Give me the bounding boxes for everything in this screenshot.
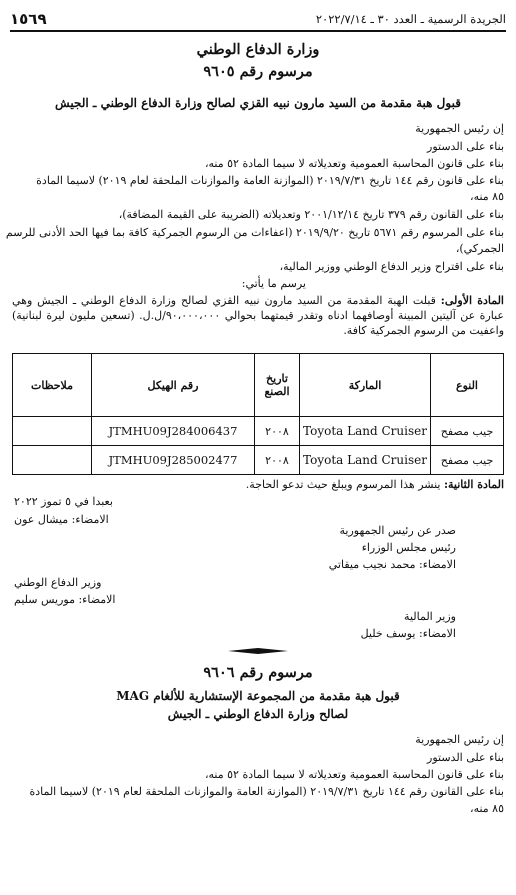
table-header-row: [13, 354, 504, 417]
place-date: بعبدا في ٥ تموز ٢٠٢٢: [14, 495, 113, 508]
article-2-text: ينشر هذا المرسوم ويبلغ حيث تدعو الحاجة.: [245, 478, 441, 491]
decree-line: بناء على القانون رقم ٣٧٩ تاريخ ٢٠٠١/١٢/١٤ وتعديلاته (الضريبة على القيمة المضافة)،: [118, 208, 504, 221]
decree-2-line: ٨٥ منه،: [470, 802, 504, 815]
decree-2-title: قبول هبة مقدمة من المجموعة الإستشارية للألغام MAG: [116, 689, 400, 703]
decree-line: بناء على اقتراح وزير الدفاع الوطني ووزير المالية،: [279, 260, 504, 273]
table-cell: ٢٠٠٨: [255, 417, 300, 446]
defense-title: وزير الدفاع الوطني: [14, 576, 102, 589]
article-2-label: المادة الثانية:: [443, 478, 504, 491]
decree-2-line: بناء على القانون رقم ١٤٤ تاريخ ٢٠١٩/٧/٣١ (الموازنة العامة والموازنات الملحقة لعام ٢٠١٩) لاسيما المادة: [29, 785, 504, 798]
decree-title: قبول هبة مقدمة من السيد مارون نبيه القزي لصالح وزارة الدفاع الوطني ـ الجيش: [55, 96, 461, 110]
signature-finance: الامضاء: يوسف خليل: [360, 627, 456, 640]
table-cell: ٢٠٠٨: [255, 446, 300, 475]
issued-by: صدر عن رئيس الجمهورية: [339, 524, 456, 537]
decree-line: يرسم ما يأتي:: [241, 277, 306, 290]
table-cell: [13, 417, 92, 446]
table-row: [13, 417, 504, 446]
pm-title: رئيس مجلس الوزراء: [361, 541, 456, 554]
decree-2-line: بناء على قانون المحاسبة العمومية وتعديلاته لا سيما المادة ٥٢ منه،: [204, 768, 504, 781]
finance-title: وزير المالية: [404, 610, 456, 623]
decree-line: بناء على قانون المحاسبة العمومية وتعديلاته لا سيما المادة ٥٢ منه،: [204, 157, 504, 170]
table-cell: جيب مصفح: [431, 446, 504, 475]
signature-pm: الامضاء: محمد نجيب ميقاتي: [328, 558, 456, 571]
col-header: تاريخ الصنع: [255, 354, 300, 417]
article-1-label: المادة الأولى:: [440, 294, 504, 307]
decree-line: بناء على الدستور: [427, 140, 504, 153]
article-1-text: قبلت الهبة المقدمة من السيد مارون نبيه القزي لصالح وزارة الدفاع الوطني ـ الجيش وهي عبارة عن آليتين المبينة أوصافهما ادناه وتقدر قيمتهما بحوالي ٩٠،٠٠٠،٠٠٠/ل.ل. (تسعين مليون ليرة لبنانية) واعفيت من الرسوم الجمركية كافة.: [12, 294, 504, 337]
decree-line: إن رئيس الجمهورية: [415, 122, 504, 135]
decree-line: الجمركي)،: [455, 242, 504, 255]
issue-info: الجريدة الرسمية ـ العدد ٣٠ ـ ٢٠٢٢/٧/١٤: [315, 12, 506, 26]
table-cell: [13, 446, 92, 475]
signature-president: الامضاء: ميشال عون: [14, 513, 109, 526]
table-cell: Toyota Land Cruiser: [300, 417, 431, 446]
decree-2-number: مرسوم رقم ٩٦٠٦: [203, 664, 313, 681]
col-header: رقم الهيكل: [92, 354, 255, 417]
vehicles-table: [12, 353, 504, 475]
col-header: ملاحظات: [13, 354, 92, 417]
page-number: ١٥٦٩: [10, 10, 47, 28]
decree-number: مرسوم رقم ٩٦٠٥: [203, 63, 313, 80]
article-2: [246, 478, 504, 491]
table-row: [13, 446, 504, 475]
decree-line: بناء على قانون رقم ١٤٤ تاريخ ٢٠١٩/٧/٣١ (الموازنة العامة والموازنات الملحقة لعام ٢٠١٩) لاسيما المادة: [36, 174, 504, 187]
page-header: [10, 8, 506, 32]
decree-line: ٨٥ منه،: [470, 190, 504, 203]
table-cell: JTMHU09J284006437: [92, 417, 255, 446]
decree-2-title: لصالح وزارة الدفاع الوطني ـ الجيش: [167, 707, 349, 721]
article-1: [12, 293, 504, 338]
decree-2-line: بناء على الدستور: [427, 751, 504, 764]
signature-defense: الامضاء: موريس سليم: [14, 593, 116, 606]
decree-line: بناء على المرسوم رقم ٥٦٧١ تاريخ ٢٠١٩/٩/٢٠ (اعفاءات من الرسوم الجمركية كافة بما فيها الحد الأدنى للرسم: [5, 226, 504, 239]
ministry-title: وزارة الدفاع الوطني: [196, 41, 320, 58]
table-cell: Toyota Land Cruiser: [300, 446, 431, 475]
section-divider: [228, 648, 288, 654]
table-cell: جيب مصفح: [431, 417, 504, 446]
decree-2-line: إن رئيس الجمهورية: [415, 733, 504, 746]
col-header: النوع: [431, 354, 504, 417]
table-cell: JTMHU09J285002477: [92, 446, 255, 475]
col-header: الماركة: [300, 354, 431, 417]
